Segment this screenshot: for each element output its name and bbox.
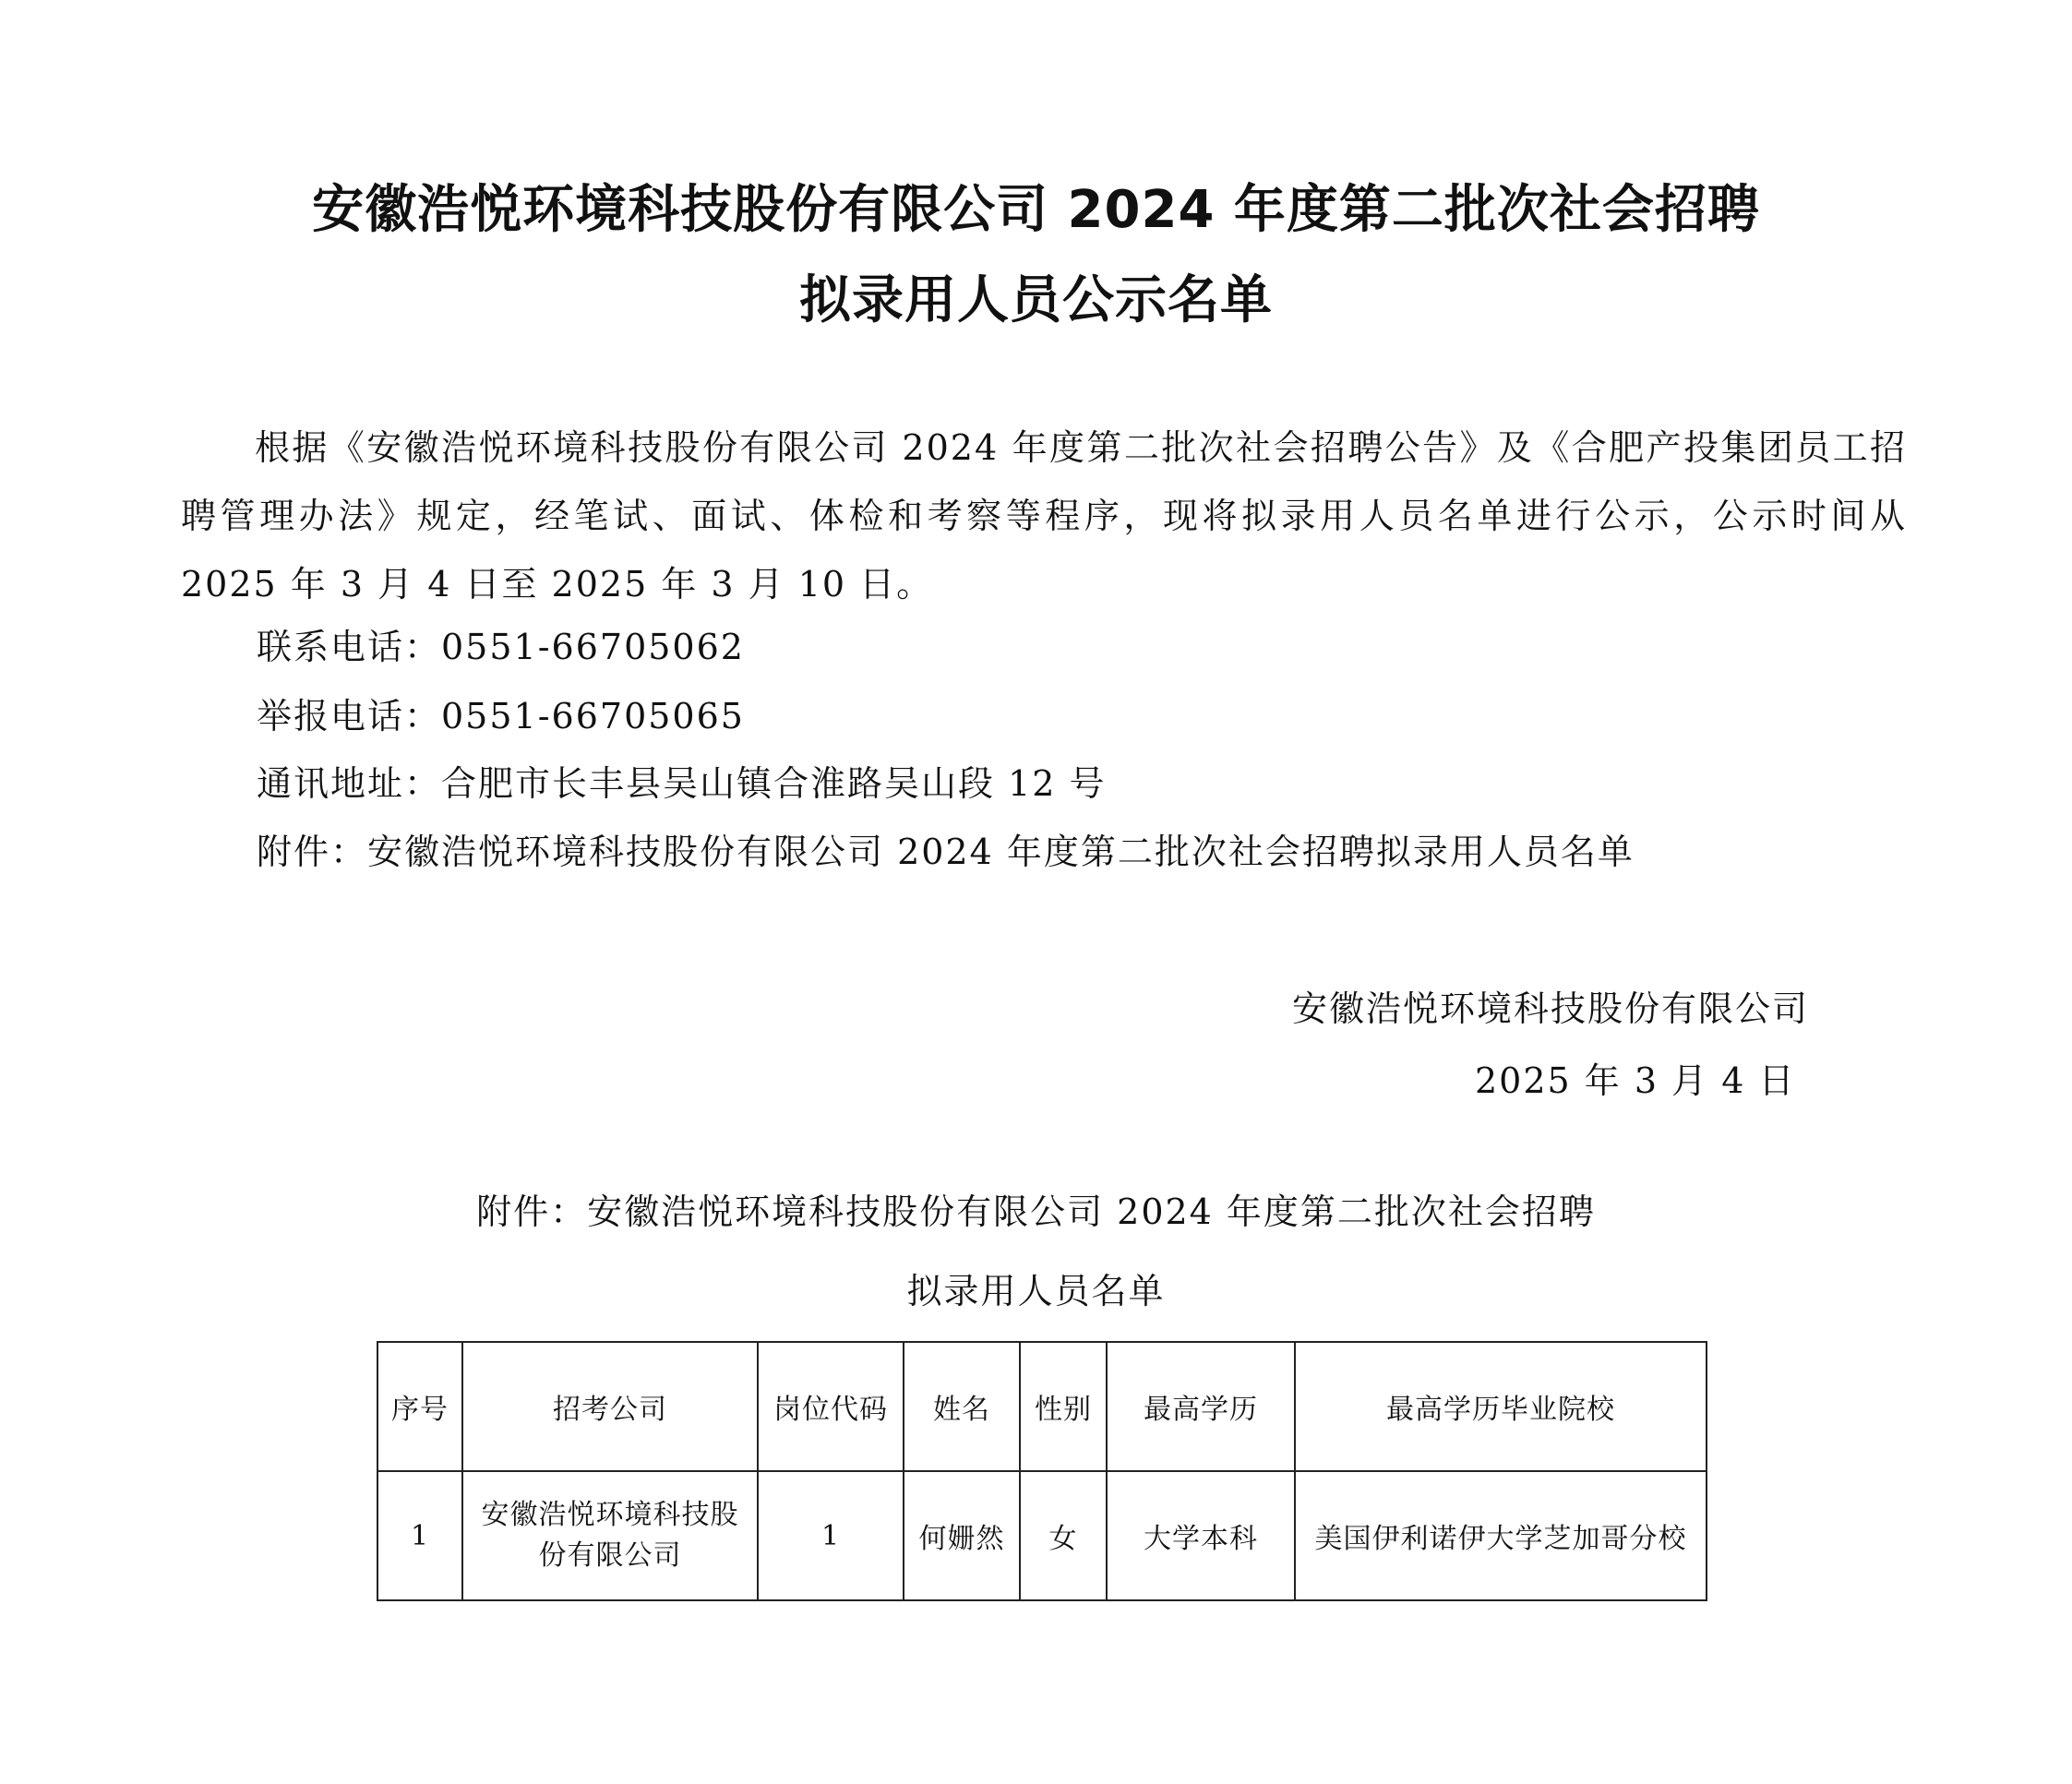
attachment-title-line2: 拟录用人员名单 xyxy=(906,1271,1166,1311)
header-education: 最高学历 xyxy=(1107,1342,1295,1471)
header-company: 招考公司 xyxy=(462,1342,758,1471)
hiring-roster-table xyxy=(377,1341,1707,1601)
table-header-row xyxy=(377,1342,1707,1471)
table-row xyxy=(377,1471,1707,1600)
cell-company-line1: 安徽浩悦环境科技股 xyxy=(481,1499,739,1531)
cell-company-line2: 份有限公司 xyxy=(538,1539,682,1572)
cell-company xyxy=(462,1471,758,1600)
report-phone: 举报电话：0551-66705065 xyxy=(257,696,745,736)
attachment-note: 附件：安徽浩悦环境科技股份有限公司 2024 年度第二批次社会招聘拟录用人员名单 xyxy=(257,832,1635,872)
attachment-title-line1: 附件：安徽浩悦环境科技股份有限公司 2024 年度第二批次社会招聘 xyxy=(476,1191,1596,1232)
document-title-line2: 拟录用人员公示名单 xyxy=(799,270,1273,330)
cell-school: 美国伊利诺伊大学芝加哥分校 xyxy=(1295,1471,1707,1600)
cell-index: 1 xyxy=(377,1471,462,1600)
signature-date: 2025 年 3 月 4 日 xyxy=(1475,1060,1796,1101)
header-gender: 性别 xyxy=(1020,1342,1107,1471)
header-index: 序号 xyxy=(377,1342,462,1471)
cell-name: 何姗然 xyxy=(904,1471,1020,1600)
cell-education: 大学本科 xyxy=(1107,1471,1295,1600)
contact-phone: 联系电话：0551-66705062 xyxy=(257,627,745,667)
signature-organization: 安徽浩悦环境科技股份有限公司 xyxy=(1292,988,1810,1029)
header-position-code: 岗位代码 xyxy=(758,1342,904,1471)
announcement-paragraph: 根据《安徽浩悦环境科技股份有限公司 2024 年度第二批次社会招聘公告》及《合肥产投集团员工招聘管理办法》规定，经笔试、面试、体检和考察等程序，现将拟录用人员名单进行公示，公示时间从 2025 年 3 月 4 日至 2025 年 3 月 10 日。 xyxy=(181,427,1907,605)
header-school: 最高学历毕业院校 xyxy=(1295,1342,1707,1471)
document-title-line1: 安徽浩悦环境科技股份有限公司 2024 年度第二批次社会招聘 xyxy=(312,180,1760,240)
mailing-address: 通讯地址：合肥市长丰县吴山镇合淮路吴山段 12 号 xyxy=(257,763,1107,804)
cell-position-code: 1 xyxy=(758,1471,904,1600)
cell-gender: 女 xyxy=(1020,1471,1107,1600)
header-name: 姓名 xyxy=(904,1342,1020,1471)
